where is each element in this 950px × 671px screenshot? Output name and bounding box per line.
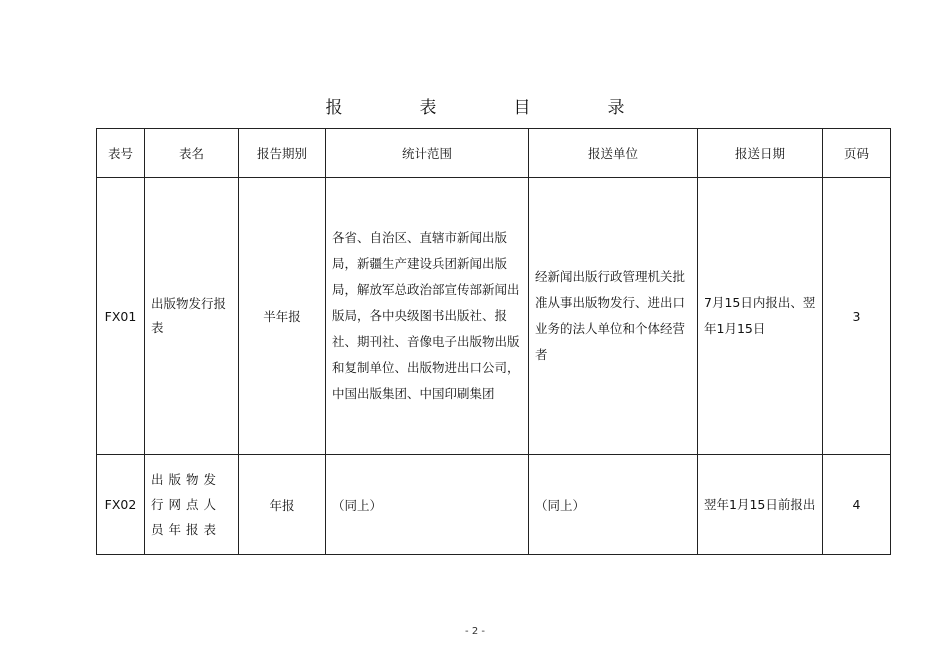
header-name: 表名 <box>145 129 239 178</box>
cell-unit: 经新闻出版行政管理机关批准从事出版物发行、进出口业务的法人单位和个体经营者 <box>529 178 698 455</box>
cell-page: 3 <box>823 178 891 455</box>
cell-code: FX01 <box>97 178 145 455</box>
table-header-row <box>97 129 891 178</box>
cell-date: 翌年1月15日前报出 <box>698 455 823 555</box>
header-period: 报告期别 <box>239 129 326 178</box>
cell-code: FX02 <box>97 455 145 555</box>
table-row <box>97 455 891 555</box>
report-catalog-table <box>96 128 891 555</box>
cell-unit: （同上） <box>529 455 698 555</box>
header-code: 表号 <box>97 129 145 178</box>
header-scope: 统计范围 <box>326 129 529 178</box>
cell-name: 出版物发行网点人员年报表 <box>145 455 239 555</box>
header-page: 页码 <box>823 129 891 178</box>
page-title: 报 表 目 录 <box>325 98 655 118</box>
cell-date: 7月15日内报出、翌年1月15日 <box>698 178 823 455</box>
cell-period: 年报 <box>239 455 326 555</box>
cell-page: 4 <box>823 455 891 555</box>
cell-scope: （同上） <box>326 455 529 555</box>
cell-period: 半年报 <box>239 178 326 455</box>
page-number: - 2 - <box>465 626 485 637</box>
cell-name: 出版物发行报表 <box>145 178 239 455</box>
header-date: 报送日期 <box>698 129 823 178</box>
cell-scope: 各省、自治区、直辖市新闻出版局，新疆生产建设兵团新闻出版局，解放军总政治部宣传部新闻出版局，各中央级图书出版社、报社、期刊社、音像电子出版物出版和复制单位、出版物进出口公司，中国出版集团、中国印刷集团 <box>326 178 529 455</box>
table-row <box>97 178 891 455</box>
header-unit: 报送单位 <box>529 129 698 178</box>
